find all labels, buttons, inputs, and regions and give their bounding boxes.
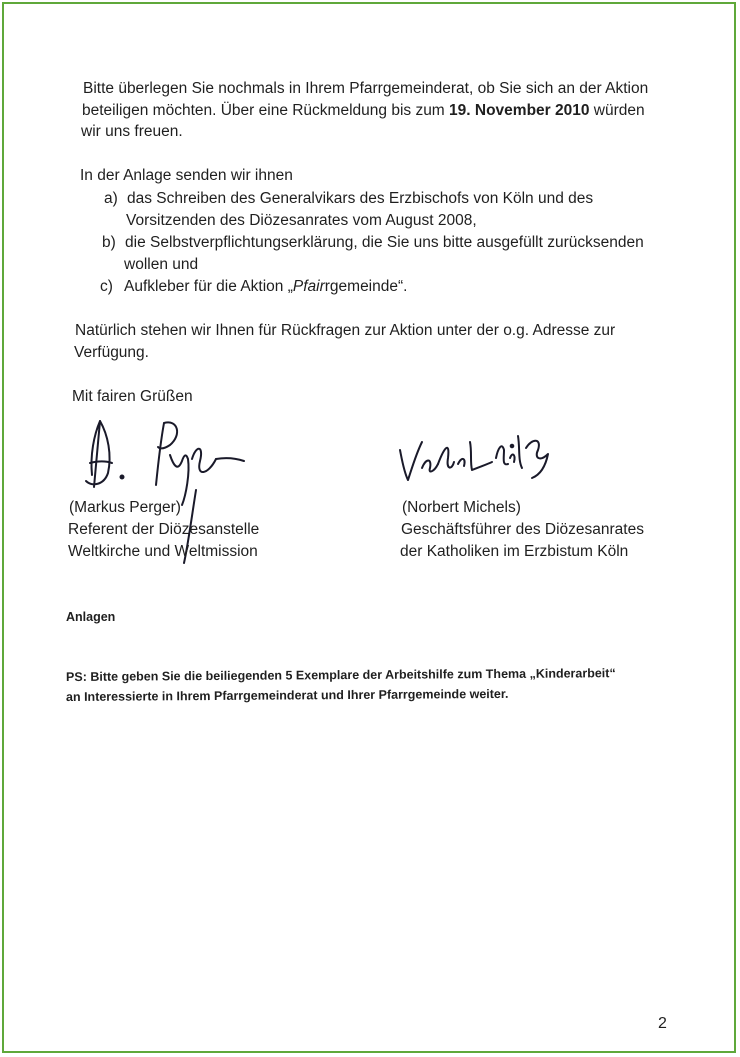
ps-line2: an Interessierte in Ihrem Pfarrgemeinderat und Ihrer Pfarrgemeinde weiter. [65, 686, 509, 704]
enclosure-item-b-line1: die Selbstverpflichtungserklärung, die Sie uns bitte ausgefüllt zurücksenden [125, 234, 644, 251]
enclosure-item-a-marker: a) [104, 190, 118, 207]
signatory-1-role-line2: Weltkirche und Weltmission [68, 543, 258, 560]
enclosure-item-b-marker: b) [102, 234, 116, 251]
enclosure-item-a-line1: das Schreiben des Generalvikars des Erzbischofs von Köln und des [127, 190, 594, 207]
paragraph2-line2: Verfügung. [74, 344, 149, 361]
paragraph1-line1: Bitte überlegen Sie nochmals in Ihrem Pfarrgemeinderat, ob Sie sich an der Aktion [83, 80, 649, 97]
enclosure-item-c-marker: c) [100, 278, 113, 295]
paragraph1-line2-pre: beteiligen möchten. Über eine Rückmeldung bis zum [82, 102, 450, 119]
paragraph2-line1: Natürlich stehen wir Ihnen für Rückfragen zur Aktion unter der o.g. Adresse zur [75, 322, 616, 339]
enclosure-intro: In der Anlage senden wir ihnen [80, 167, 293, 184]
deadline-date: 19. November 2010 [449, 102, 590, 119]
enclosure-item-c-italic: Pfair [292, 278, 325, 295]
paragraph1-line2-post: würden [589, 102, 645, 119]
closing-greeting: Mit fairen Grüßen [72, 388, 193, 405]
signatory-2-name: (Norbert Michels) [402, 499, 521, 516]
signatory-2-role-line2: der Katholiken im Erzbistum Köln [400, 543, 629, 560]
signatory-1-role-line1: Referent der Diözesanstelle [68, 521, 260, 538]
paragraph1-line3: wir uns freuen. [81, 123, 183, 140]
page-number: 2 [658, 1015, 667, 1032]
signatory-2-role-line1: Geschäftsführer des Diözesanrates [401, 521, 644, 538]
enclosure-item-c-line1 [124, 276, 407, 298]
enclosure-item-b-line2: wollen und [124, 256, 199, 273]
enclosure-item-c-pre: Aufkleber für die Aktion „ [124, 278, 293, 295]
enclosure-item-c-post: rgemeinde“. [324, 278, 408, 295]
ps-line1: PS: Bitte geben Sie die beiliegenden 5 Exemplare der Arbeitshilfe zum Thema „Kinderarbeit“ [65, 666, 616, 684]
signature-michels [392, 428, 557, 488]
attachments-label: Anlagen [66, 610, 116, 624]
signatory-1-name: (Markus Perger) [69, 499, 181, 516]
enclosure-item-a-line2: Vorsitzenden des Diözesanrates vom August 2008, [126, 212, 477, 229]
paragraph1-line2 [82, 100, 645, 122]
